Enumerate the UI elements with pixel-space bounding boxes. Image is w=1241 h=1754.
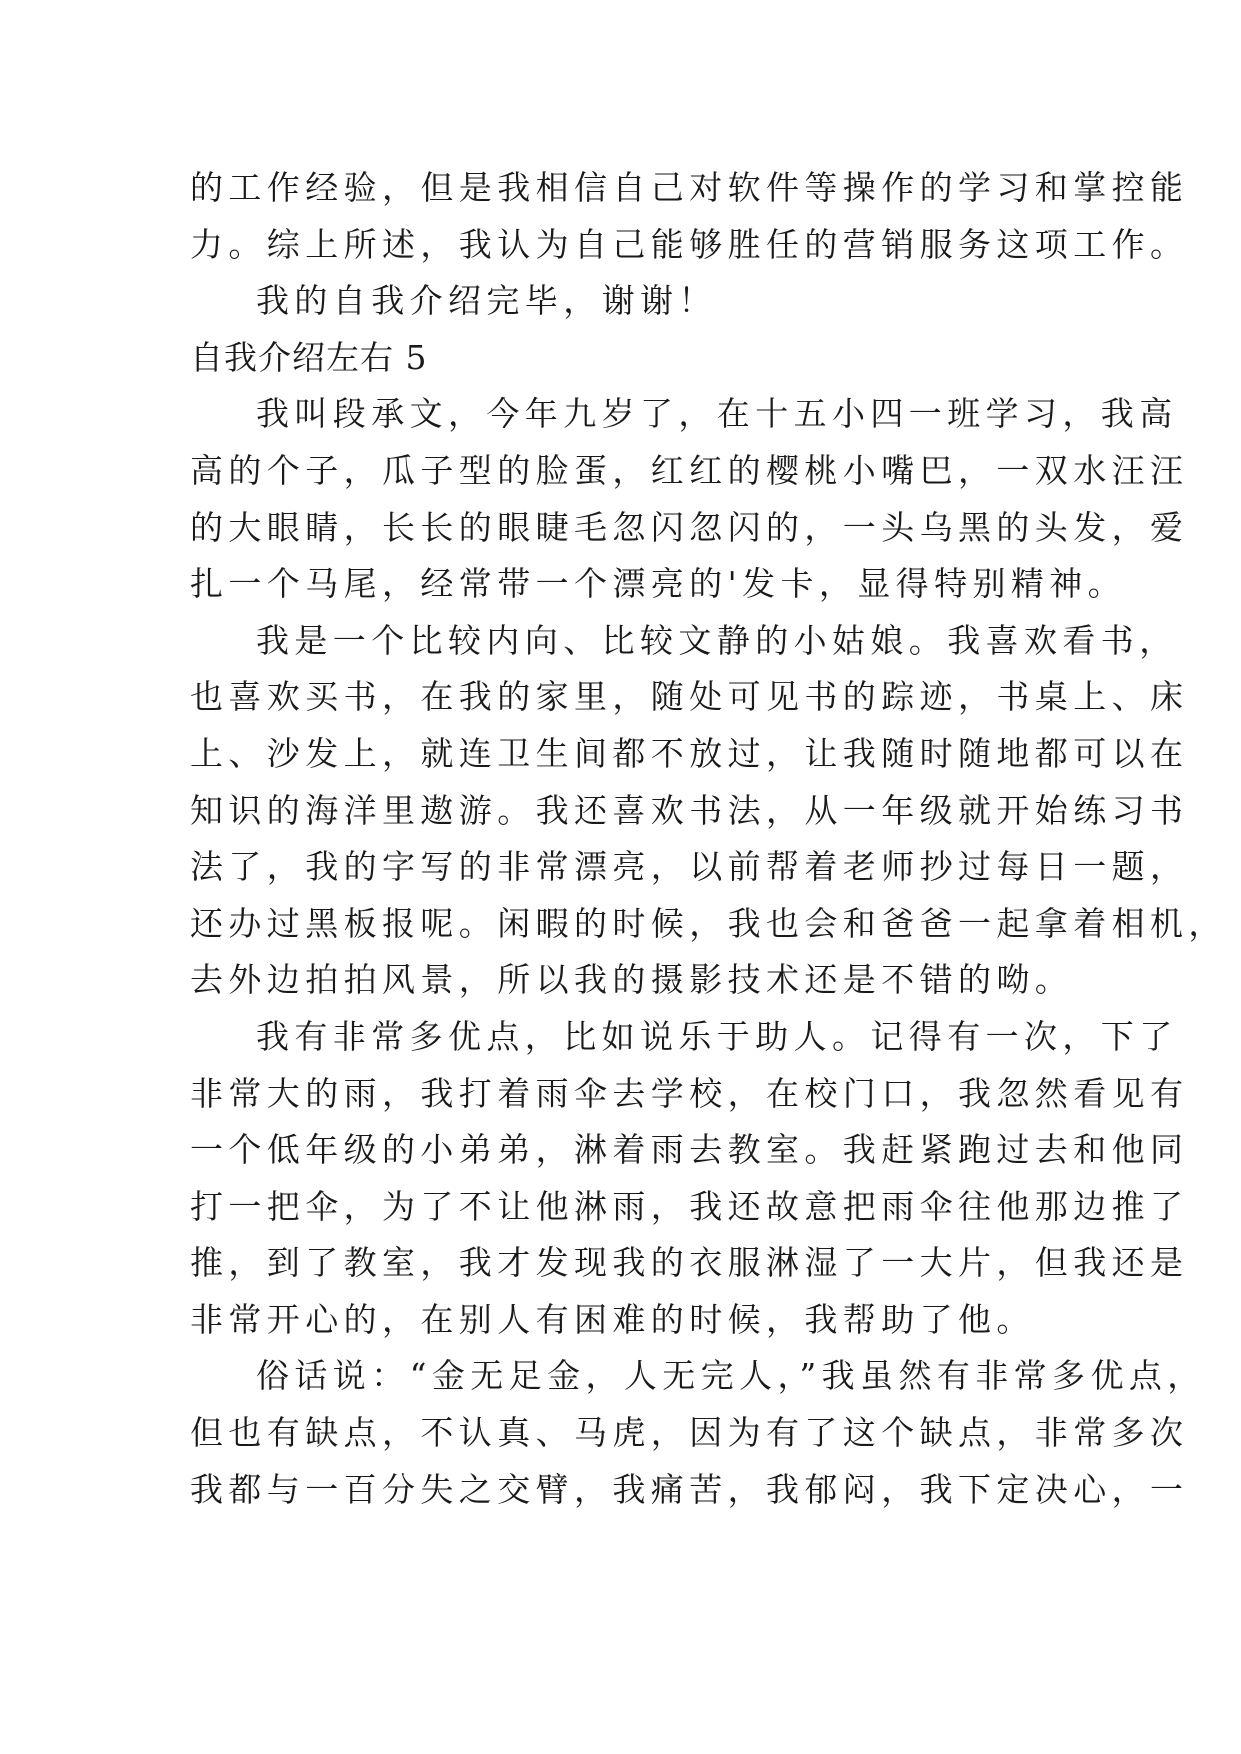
- text-line: 非常开心的，在别人有困难的时候，我帮助了他。: [190, 1299, 1035, 1339]
- section-heading: [190, 330, 1060, 387]
- text-line: 推，到了教室，我才发现我的衣服淋湿了一大片，但我还是: [190, 1243, 1189, 1283]
- text-line: 我叫段承文，今年九岁了，在十五小四一班学习，我高: [256, 394, 1178, 434]
- document-body: [190, 160, 1227, 1518]
- text-line: 我是一个比较内向、比较文静的小姑娘。我喜欢看书，: [256, 620, 1178, 660]
- paragraph: [190, 386, 1189, 612]
- text-line: 去外边拍拍风景，所以我的摄影技术还是不错的呦。: [190, 960, 1074, 1000]
- text-line: 的工作经验，但是我相信自己对软件等操作的学习和掌控能: [190, 168, 1189, 207]
- paragraph: [190, 160, 1189, 273]
- text-line: 打一把伞，为了不让他淋雨，我还故意把雨伞往他那边推了: [190, 1186, 1189, 1226]
- text-line: 上、沙发上，就连卫生间都不放过，让我随时随地都可以在: [190, 733, 1189, 773]
- text-line: 的大眼睛，长长的眼睫毛忽闪忽闪的，一头乌黑的头发，爱: [190, 507, 1189, 547]
- text-line: 扎一个马尾，经常带一个漂亮的'发卡，显得特别精神。: [190, 564, 1127, 604]
- paragraph: [190, 613, 1227, 1009]
- text-line: 力。综上所述，我认为自己能够胜任的营销服务这项工作。: [190, 224, 1189, 264]
- paragraph: [190, 1009, 1189, 1349]
- text-line: 也喜欢买书，在我的家里，随处可见书的踪迹，书桌上、床: [190, 677, 1189, 717]
- text-line: 还办过黑板报呢。闲暇的时候，我也会和爸爸一起拿着相机，: [190, 903, 1227, 943]
- paragraph: [190, 1348, 1206, 1518]
- text-line: 但也有缺点，不认真、马虎，因为有了这个缺点，非常多次: [190, 1413, 1189, 1453]
- text-line: 法了，我的字写的非常漂亮，以前帮着老师抄过每日一题，: [190, 847, 1189, 887]
- text-line: 知识的海洋里遨游。我还喜欢书法，从一年级就开始练习书: [190, 790, 1189, 830]
- text-line: 我的自我介绍完毕，谢谢！: [256, 281, 717, 321]
- text-line: 我都与一百分失之交臂，我痛苦，我郁闷，我下定决心，一: [190, 1469, 1189, 1509]
- text-line: 高的个子，瓜子型的脸蛋，红红的樱桃小嘴巴，一双水汪汪: [190, 450, 1189, 490]
- text-line: 俗话说：“金无足金，人无完人，”我虽然有非常多优点，: [256, 1356, 1206, 1396]
- text-line: 我有非常多优点，比如说乐于助人。记得有一次，下了: [256, 1016, 1178, 1056]
- paragraph: [190, 273, 1060, 330]
- text-line: 非常大的雨，我打着雨伞去学校，在校门口，我忽然看见有: [190, 1073, 1189, 1113]
- text-line: 一个低年级的小弟弟，淋着雨去教室。我赶紧跑过去和他同: [190, 1130, 1189, 1170]
- heading-text: 自我介绍左右 5: [190, 337, 428, 377]
